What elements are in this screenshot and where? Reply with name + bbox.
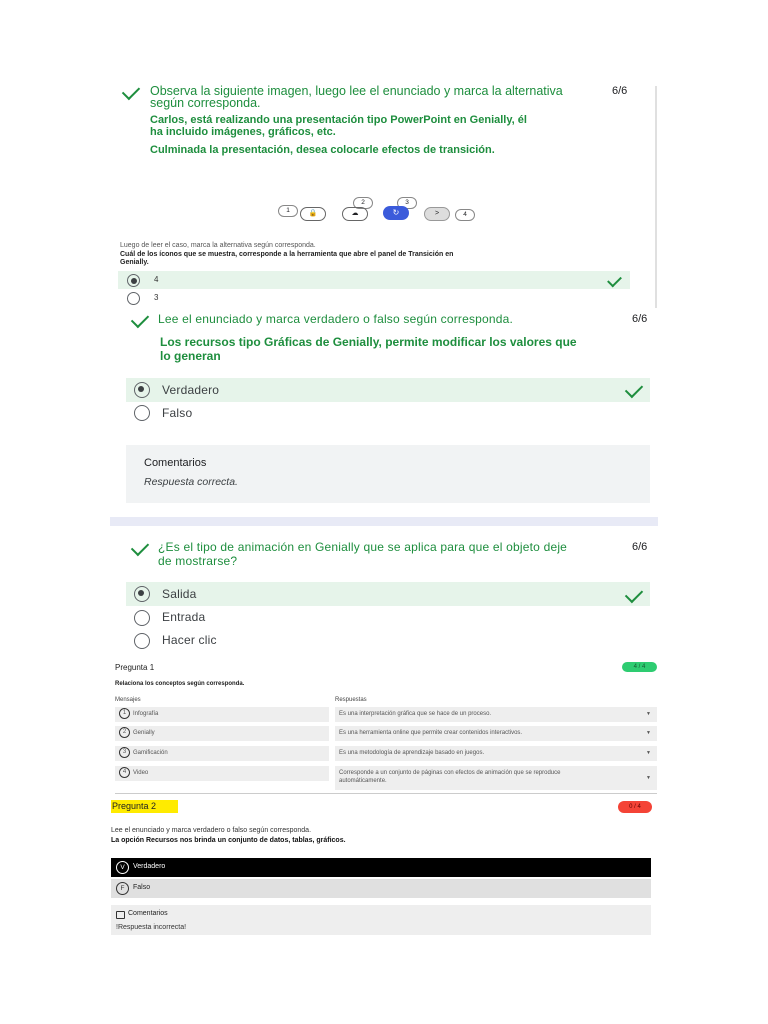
answer-select[interactable] bbox=[335, 726, 657, 741]
number-2-icon: 2 bbox=[119, 727, 130, 738]
option-label-false: Falso bbox=[162, 406, 193, 420]
transition-icon: ↻ bbox=[383, 206, 409, 220]
caption-3: Genially. bbox=[120, 259, 149, 266]
table-row-left bbox=[115, 766, 329, 781]
answer-text: Corresponde a un conjunto de páginas con efectos de animación que se reproduce bbox=[339, 770, 561, 776]
letter-v-icon: V bbox=[116, 861, 129, 874]
caption-1: Luego de leer el caso, marca la alternativa según corresponda. bbox=[120, 242, 316, 249]
question-label: Pregunta 2 bbox=[112, 801, 157, 811]
question-label: Pregunta 1 bbox=[115, 663, 155, 672]
option-label-exit: Salida bbox=[162, 587, 197, 601]
letter-f-icon: F bbox=[116, 882, 129, 895]
question-score: 6/6 bbox=[632, 313, 648, 325]
comments-text: !Respuesta incorrecta! bbox=[116, 924, 187, 931]
option-radio[interactable] bbox=[134, 405, 150, 421]
statement-1: Los recursos tipo Gráficas de Genially, permite modificar los valores que bbox=[160, 335, 577, 349]
option-radio-selected[interactable] bbox=[127, 274, 140, 287]
section-divider bbox=[110, 517, 658, 526]
column-header-left: Mensajes bbox=[115, 697, 141, 703]
icon-number-1: 1 bbox=[278, 205, 298, 217]
card-right-border bbox=[655, 86, 657, 308]
answer-text: Es una interpretación gráfica que se hace de un proceso. bbox=[339, 711, 492, 717]
caption-2: Cuál de los íconos que se muestra, corresponde a la herramienta que abre el panel de Transición en bbox=[120, 251, 454, 258]
chevron-down-icon: ▼ bbox=[646, 750, 651, 756]
option-label: Verdadero bbox=[133, 863, 166, 870]
score-badge: 0 / 4 bbox=[618, 801, 652, 813]
number-1-icon: 1 bbox=[119, 708, 130, 719]
correct-check-icon bbox=[131, 310, 149, 328]
question-title-2: según corresponda. bbox=[150, 96, 261, 110]
selected-option-bar bbox=[118, 271, 630, 289]
answer-text: Es una metodología de aprendizaje basado en juegos. bbox=[339, 750, 485, 756]
comment-icon bbox=[116, 911, 125, 919]
table-row-left bbox=[115, 707, 329, 722]
chevron-down-icon: ▼ bbox=[646, 775, 651, 781]
icon-number-4: 4 bbox=[455, 209, 475, 221]
selected-option-bar bbox=[126, 582, 650, 606]
row-label: Genially bbox=[133, 730, 155, 736]
case-text-1: Carlos, está realizando una presentación tipo PowerPoint en Genially, él bbox=[150, 114, 527, 126]
option-radio[interactable] bbox=[127, 292, 140, 305]
score-badge: 4 / 4 bbox=[622, 662, 657, 672]
option-label-true: Verdadero bbox=[162, 383, 220, 397]
row-label: Gamificación bbox=[133, 750, 168, 756]
chevron-down-icon: ▼ bbox=[646, 711, 651, 717]
option-true-selected[interactable] bbox=[111, 858, 651, 877]
comments-box bbox=[126, 445, 650, 503]
option-radio[interactable] bbox=[134, 633, 150, 649]
case-text-3: Culminada la presentación, desea colocarle efectos de transición. bbox=[150, 144, 495, 156]
icon-number-2: 2 bbox=[353, 197, 373, 209]
option-radio-selected[interactable] bbox=[134, 586, 150, 602]
statement: La opción Recursos nos brinda un conjunto de datos, tablas, gráficos. bbox=[111, 837, 346, 844]
lock-icon: 🔒 bbox=[300, 207, 326, 221]
column-header-right: Respuestas bbox=[335, 697, 367, 703]
answer-select[interactable] bbox=[335, 746, 657, 761]
question-title: ¿Es el tipo de animación en Genially que se aplica para que el objeto deje bbox=[158, 540, 568, 554]
correct-check-icon bbox=[122, 82, 140, 100]
answer-text: Es una herramienta online que permite crear contenidos interactivos. bbox=[339, 730, 523, 736]
correct-check-icon bbox=[131, 538, 149, 556]
comments-title: Comentarios bbox=[144, 457, 207, 469]
case-text-2: ha incluido imágenes, gráficos, etc. bbox=[150, 126, 336, 138]
option-label-1: 4 bbox=[154, 275, 159, 284]
comments-title: Comentarios bbox=[128, 910, 168, 917]
answer-text-2: automáticamente. bbox=[339, 778, 387, 784]
instruction: Relaciona los conceptos según corresponda. bbox=[115, 681, 245, 687]
question-score: 6/6 bbox=[632, 541, 648, 553]
instruction: Lee el enunciado y marca verdadero o falso según corresponda. bbox=[111, 827, 312, 834]
row-label: Video bbox=[133, 770, 149, 776]
question-score: 6/6 bbox=[612, 85, 628, 97]
option-label-enter: Entrada bbox=[162, 610, 206, 624]
icon-number-3: 3 bbox=[397, 197, 417, 209]
question-title: Lee el enunciado y marca verdadero o falso según corresponda. bbox=[158, 312, 514, 326]
answer-select[interactable] bbox=[335, 707, 657, 722]
arrow-icon: > bbox=[424, 207, 450, 221]
option-radio[interactable] bbox=[134, 610, 150, 626]
table-row-left bbox=[115, 746, 329, 761]
option-label-2: 3 bbox=[154, 293, 159, 302]
table-row-left bbox=[115, 726, 329, 741]
comments-text: Respuesta correcta. bbox=[144, 476, 238, 488]
row-divider bbox=[115, 793, 657, 794]
answer-select[interactable] bbox=[335, 766, 657, 790]
chevron-down-icon: ▼ bbox=[646, 730, 651, 736]
image-icon: ☁ bbox=[342, 207, 368, 221]
option-label-click: Hacer clic bbox=[162, 633, 217, 647]
question-title: Observa la siguiente imagen, luego lee el enunciado y marca la alternativa bbox=[150, 84, 563, 98]
row-label: Infografía bbox=[133, 711, 159, 717]
comments-box bbox=[111, 905, 651, 935]
question-title-2: de mostrarse? bbox=[158, 554, 238, 568]
option-label: Falso bbox=[133, 884, 151, 891]
option-radio-selected[interactable] bbox=[134, 382, 150, 398]
option-false[interactable] bbox=[111, 879, 651, 898]
number-4-icon: 4 bbox=[119, 767, 130, 778]
statement-2: lo generan bbox=[160, 349, 221, 363]
number-3-icon: 3 bbox=[119, 747, 130, 758]
